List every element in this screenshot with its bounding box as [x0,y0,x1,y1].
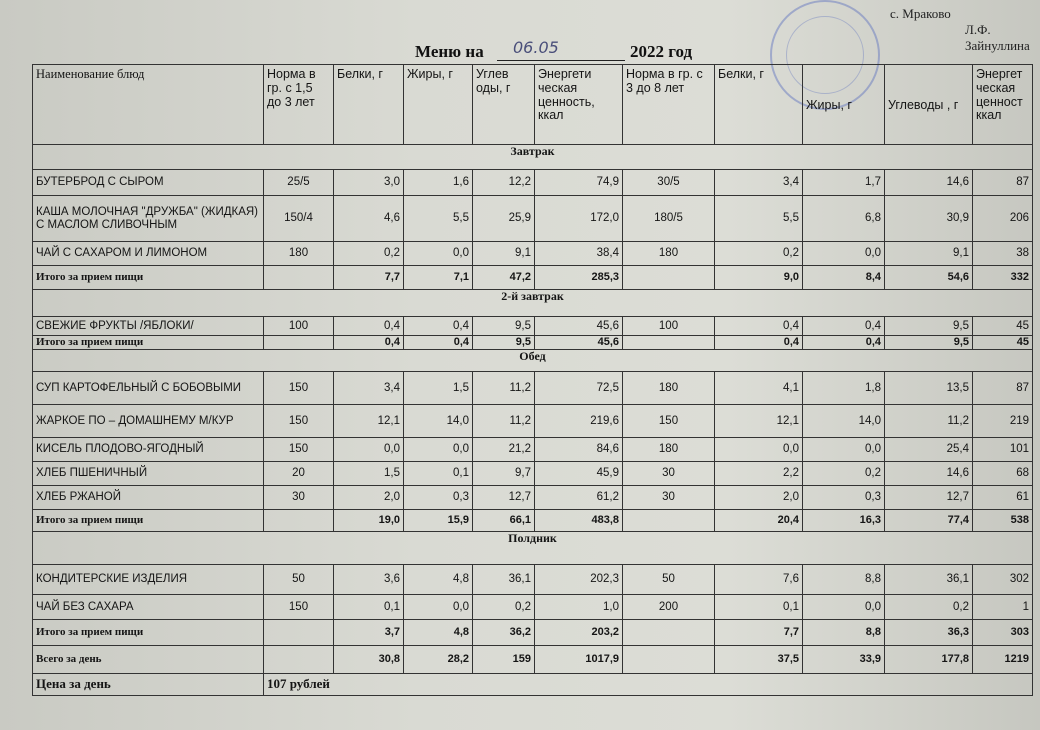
cell-f2: 0,0 [803,438,885,462]
total-e1: 45,6 [535,336,623,350]
cell-p2: 5,5 [715,196,803,242]
cell-e1: 45,9 [535,462,623,486]
cell-n1: 30 [264,486,334,510]
title-suffix: 2022 год [630,42,693,61]
cell-f2: 0,2 [803,462,885,486]
cell-p1: 3,4 [334,372,404,405]
cell-f1: 0,0 [404,242,473,266]
cell-n2: 180/5 [623,196,715,242]
cell-c1: 11,2 [473,372,535,405]
total-n1 [264,266,334,290]
total-p1: 0,4 [334,336,404,350]
cell-f1: 0,4 [404,317,473,336]
total-p2: 7,7 [715,620,803,646]
col-carb2: Углеводы , г [885,65,973,145]
meal-total-row [33,336,1033,350]
cell-p2: 0,4 [715,317,803,336]
day-total-c2: 177,8 [885,646,973,674]
cell-n1: 150 [264,405,334,438]
cell-p2: 7,6 [715,565,803,595]
day-total-n1 [264,646,334,674]
total-f2: 8,4 [803,266,885,290]
total-e2: 303 [973,620,1033,646]
total-p2: 20,4 [715,510,803,532]
total-e2: 538 [973,510,1033,532]
total-c1: 9,5 [473,336,535,350]
col-prot2: Белки, г [715,65,803,145]
director-name: Л.Ф. Зайнуллина [965,22,1030,53]
village-name: с. Мраково [890,6,951,21]
cell-n1: 150 [264,595,334,620]
cell-p1: 0,4 [334,317,404,336]
cell-n2: 150 [623,405,715,438]
cell-e2: 87 [973,170,1033,196]
menu-table [32,64,1033,696]
total-label: Итого за прием пищи [33,620,264,646]
total-n2 [623,336,715,350]
cell-e1: 45,6 [535,317,623,336]
cell-n1: 50 [264,565,334,595]
cell-e2: 45 [973,317,1033,336]
menu-body [33,145,1033,696]
total-n1 [264,510,334,532]
day-total-f2: 33,9 [803,646,885,674]
cell-p2: 0,2 [715,242,803,266]
section-row [33,532,1033,565]
cell-f2: 8,8 [803,565,885,595]
dish-name: СВЕЖИЕ ФРУКТЫ /ЯБЛОКИ/ [33,317,264,336]
total-p2: 0,4 [715,336,803,350]
cell-f1: 4,8 [404,565,473,595]
cell-e2: 61 [973,486,1033,510]
cell-p1: 3,0 [334,170,404,196]
total-c1: 66,1 [473,510,535,532]
col-energy1: Энергети ческая ценность, ккал [535,65,623,145]
total-f1: 7,1 [404,266,473,290]
header-row [33,65,1033,145]
cell-f2: 14,0 [803,405,885,438]
total-c2: 36,3 [885,620,973,646]
dish-row [33,372,1033,405]
cell-p1: 1,5 [334,462,404,486]
total-p1: 7,7 [334,266,404,290]
cell-c1: 36,1 [473,565,535,595]
day-total-f1: 28,2 [404,646,473,674]
cell-f2: 0,4 [803,317,885,336]
total-c2: 54,6 [885,266,973,290]
cell-c2: 13,5 [885,372,973,405]
day-total-e1: 1017,9 [535,646,623,674]
total-f2: 8,8 [803,620,885,646]
handwritten-date: 06.05 [513,38,559,57]
cell-n2: 100 [623,317,715,336]
approval-block [810,0,1040,53]
total-label: Итого за прием пищи [33,510,264,532]
day-total-p2: 37,5 [715,646,803,674]
cell-c1: 21,2 [473,438,535,462]
section-row [33,145,1033,170]
cell-e1: 38,4 [535,242,623,266]
cell-n1: 150/4 [264,196,334,242]
total-c1: 36,2 [473,620,535,646]
dish-name: ХЛЕБ РЖАНОЙ [33,486,264,510]
dish-name: ЖАРКОЕ ПО – ДОМАШНЕМУ М/КУР [33,405,264,438]
cell-n1: 150 [264,438,334,462]
cell-c2: 0,2 [885,595,973,620]
cell-f2: 0,0 [803,595,885,620]
cell-e2: 87 [973,372,1033,405]
cell-p1: 2,0 [334,486,404,510]
dish-name: ХЛЕБ ПШЕНИЧНЫЙ [33,462,264,486]
day-total-c1: 159 [473,646,535,674]
cell-n2: 180 [623,438,715,462]
cell-e1: 72,5 [535,372,623,405]
cell-f2: 6,8 [803,196,885,242]
cell-c1: 12,2 [473,170,535,196]
total-p2: 9,0 [715,266,803,290]
cell-e1: 74,9 [535,170,623,196]
dish-name: КАША МОЛОЧНАЯ "ДРУЖБА" (ЖИДКАЯ) С МАСЛОМ СЛИВОЧНЫМ [33,196,264,242]
total-e1: 483,8 [535,510,623,532]
section-title: Полдник [33,532,1033,565]
cell-e2: 219 [973,405,1033,438]
cell-e2: 68 [973,462,1033,486]
cell-n1: 20 [264,462,334,486]
price-value: 107 рублей [264,674,1033,696]
cell-c1: 9,1 [473,242,535,266]
cell-f1: 0,3 [404,486,473,510]
cell-f1: 0,0 [404,438,473,462]
section-title: Обед [33,350,1033,372]
total-f2: 0,4 [803,336,885,350]
cell-c2: 11,2 [885,405,973,438]
total-p1: 3,7 [334,620,404,646]
cell-c1: 25,9 [473,196,535,242]
day-total-label: Всего за день [33,646,264,674]
dish-row [33,595,1033,620]
col-energy2: Энергет ческая ценност ккал [973,65,1033,145]
cell-e2: 302 [973,565,1033,595]
total-e2: 45 [973,336,1033,350]
cell-c1: 0,2 [473,595,535,620]
col-fat2: Жиры, г [803,65,885,145]
total-c2: 9,5 [885,336,973,350]
dish-row [33,242,1033,266]
meal-total-row [33,510,1033,532]
dish-name: ЧАЙ БЕЗ САХАРА [33,595,264,620]
col-prot1: Белки, г [334,65,404,145]
cell-n2: 180 [623,242,715,266]
dish-row [33,486,1033,510]
section-row [33,350,1033,372]
total-c1: 47,2 [473,266,535,290]
col-norm1: Норма в гр. с 1,5 до 3 лет [264,65,334,145]
cell-p1: 12,1 [334,405,404,438]
cell-c2: 9,5 [885,317,973,336]
cell-e2: 206 [973,196,1033,242]
dish-name: БУТЕРБРОД С СЫРОМ [33,170,264,196]
cell-f2: 0,3 [803,486,885,510]
cell-f1: 0,0 [404,595,473,620]
col-carb1: Углев оды, г [473,65,535,145]
dish-row [33,317,1033,336]
cell-e2: 38 [973,242,1033,266]
cell-n1: 25/5 [264,170,334,196]
cell-n1: 100 [264,317,334,336]
dish-row [33,438,1033,462]
total-n1 [264,336,334,350]
price-label: Цена за день [33,674,264,696]
cell-f2: 1,8 [803,372,885,405]
cell-n2: 50 [623,565,715,595]
cell-c2: 25,4 [885,438,973,462]
total-e1: 203,2 [535,620,623,646]
col-norm2: Норма в гр. с 3 до 8 лет [623,65,715,145]
cell-c2: 9,1 [885,242,973,266]
dish-row [33,405,1033,438]
cell-f1: 14,0 [404,405,473,438]
cell-p2: 2,0 [715,486,803,510]
cell-c2: 36,1 [885,565,973,595]
cell-c2: 30,9 [885,196,973,242]
cell-e1: 84,6 [535,438,623,462]
dish-name: СУП КАРТОФЕЛЬНЫЙ С БОБОВЫМИ [33,372,264,405]
cell-n2: 200 [623,595,715,620]
cell-f1: 1,6 [404,170,473,196]
cell-f2: 0,0 [803,242,885,266]
cell-p2: 3,4 [715,170,803,196]
day-total-n2 [623,646,715,674]
cell-c2: 14,6 [885,170,973,196]
cell-f1: 1,5 [404,372,473,405]
cell-c1: 11,2 [473,405,535,438]
total-n2 [623,266,715,290]
cell-p1: 0,1 [334,595,404,620]
dish-name: ЧАЙ С САХАРОМ И ЛИМОНОМ [33,242,264,266]
meal-total-row [33,266,1033,290]
cell-n1: 150 [264,372,334,405]
total-n2 [623,620,715,646]
cell-p2: 0,1 [715,595,803,620]
total-f1: 4,8 [404,620,473,646]
cell-e1: 172,0 [535,196,623,242]
dish-row [33,565,1033,595]
dish-name: КОНДИТЕРСКИЕ ИЗДЕЛИЯ [33,565,264,595]
total-e1: 285,3 [535,266,623,290]
total-f1: 0,4 [404,336,473,350]
cell-n1: 180 [264,242,334,266]
cell-n2: 30 [623,462,715,486]
day-total-e2: 1219 [973,646,1033,674]
cell-e1: 219,6 [535,405,623,438]
cell-p1: 3,6 [334,565,404,595]
total-e2: 332 [973,266,1033,290]
day-total-row [33,646,1033,674]
total-p1: 19,0 [334,510,404,532]
cell-c2: 14,6 [885,462,973,486]
section-title: 2-й завтрак [33,290,1033,317]
dish-row [33,462,1033,486]
day-total-p1: 30,8 [334,646,404,674]
total-label: Итого за прием пищи [33,336,264,350]
cell-c2: 12,7 [885,486,973,510]
menu-title [0,40,1040,64]
col-fat1: Жиры, г [404,65,473,145]
cell-c1: 12,7 [473,486,535,510]
cell-n2: 30/5 [623,170,715,196]
total-label: Итого за прием пищи [33,266,264,290]
total-n2 [623,510,715,532]
cell-p2: 12,1 [715,405,803,438]
cell-c1: 9,7 [473,462,535,486]
dish-name: КИСЕЛЬ ПЛОДОВО-ЯГОДНЫЙ [33,438,264,462]
cell-f2: 1,7 [803,170,885,196]
section-title: Завтрак [33,145,1033,170]
cell-e1: 1,0 [535,595,623,620]
cell-n2: 30 [623,486,715,510]
cell-e2: 101 [973,438,1033,462]
dish-row [33,196,1033,242]
col-name: Наименование блюд [33,65,264,145]
cell-e1: 202,3 [535,565,623,595]
cell-p2: 4,1 [715,372,803,405]
cell-f1: 0,1 [404,462,473,486]
title-prefix: Меню на [415,42,484,61]
cell-f1: 5,5 [404,196,473,242]
meal-total-row [33,620,1033,646]
total-c2: 77,4 [885,510,973,532]
dish-row [33,170,1033,196]
section-row [33,290,1033,317]
total-f1: 15,9 [404,510,473,532]
cell-p1: 0,2 [334,242,404,266]
total-f2: 16,3 [803,510,885,532]
cell-e1: 61,2 [535,486,623,510]
cell-e2: 1 [973,595,1033,620]
cell-p1: 4,6 [334,196,404,242]
cell-p2: 0,0 [715,438,803,462]
total-n1 [264,620,334,646]
price-row [33,674,1033,696]
cell-n2: 180 [623,372,715,405]
cell-c1: 9,5 [473,317,535,336]
cell-p2: 2,2 [715,462,803,486]
cell-p1: 0,0 [334,438,404,462]
